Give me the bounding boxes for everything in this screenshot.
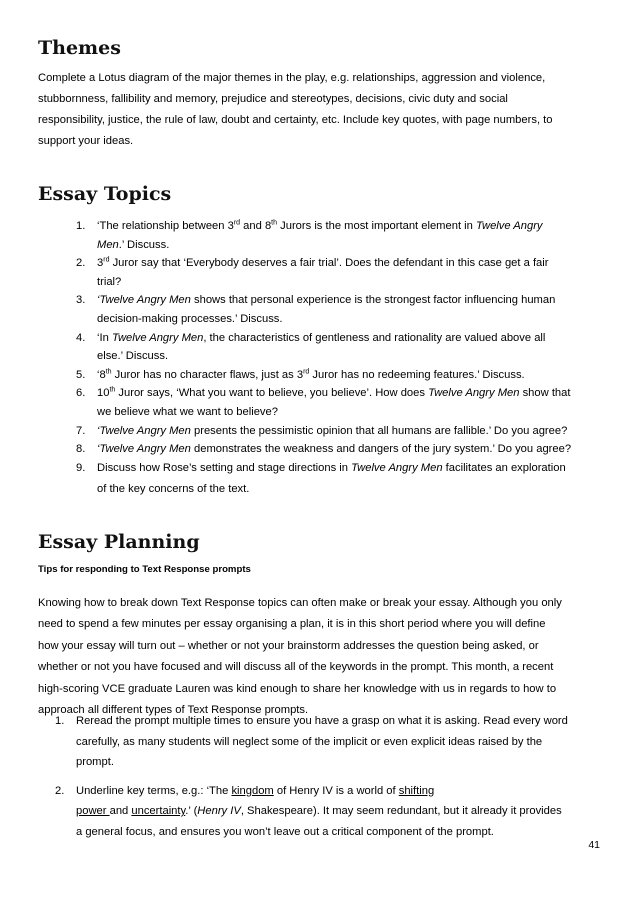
list-item: 3. ‘Twelve Angry Men shows that personal experience is the strongest factor influencing human decision-making processes.’ Discuss. [76, 291, 616, 328]
list-number: 9. [76, 461, 86, 474]
list-item: 2. 3rd Juror say that ‘Everybody deserves a fair trial’. Does the defendant in this case get a fair trial? [76, 254, 616, 291]
page-number: 41 [588, 839, 600, 851]
text-line: stubbornness, fallibility and memory, prejudice and stereotypes, decisions, civic duty and social [38, 93, 508, 105]
list-number: 8. [76, 443, 86, 456]
text-line: Complete a Lotus diagram of the major themes in the play, e.g. relationships, aggression and violence, [38, 72, 546, 84]
list-number: 4. [76, 331, 86, 344]
list-item: 4. ‘In Twelve Angry Men, the characteristics of gentleness and rationality are valued above all else.’ Discuss. [76, 329, 616, 366]
text-line: support your ideas. [38, 135, 134, 147]
themes-paragraph [38, 68, 610, 152]
list-item: 2. Underline key terms, e.g.: ‘The kingdom of Henry IV is a world of shifting power and uncertainty.’ (Henry IV, Shakespeare). It may seem redundant, but it already it provides a general focus, and ensures you won’t leave out a critical component of the prompt. [55, 781, 615, 843]
list-number: 3. [76, 294, 86, 307]
essay-planning-paragraph [38, 593, 610, 721]
list-item: 1. ‘The relationship between 3rd and 8th Jurors is the most important element in Twelve Angry Men.’ Discuss. [76, 217, 616, 254]
list-item: 5. ‘8th Juror has no character flaws, just as 3rd Juror has no redeeming features.’ Discuss. [76, 366, 616, 385]
list-number: 2. [76, 257, 86, 270]
list-number: 1. [76, 220, 86, 232]
list-item: 6. 10th Juror says, ‘What you want to believe, you believe’. How does Twelve Angry Men show that we believe what we want to believe? [76, 384, 616, 421]
list-number: 7. [76, 424, 86, 437]
essay-planning-subheading: Tips for responding to Text Response prompts [38, 564, 251, 575]
text-line: responsibility, justice, the rule of law, doubt and certainty, etc. Include key quotes, with page numbers, to [38, 114, 553, 126]
list-number: 6. [76, 387, 86, 400]
list-item: 7. ‘Twelve Angry Men presents the pessimistic opinion that all humans are fallible.’ Do you agree? [76, 422, 616, 441]
essay-planning-tips-list [55, 711, 615, 842]
text-line: need to spend a few minutes per essay organising a plan, it is in this short period where you will define [38, 618, 546, 631]
list-number: 2. [55, 784, 65, 797]
list-item: 9. Discuss how Rose’s setting and stage directions in Twelve Angry Men facilitates an exploration of the key concerns of the text. [76, 459, 616, 499]
text-line: Knowing how to break down Text Response topics can often make or break your essay. Although you only [38, 597, 562, 609]
essay-topics-heading: Essay Topics [38, 183, 172, 205]
essay-planning-heading: Essay Planning [38, 531, 200, 553]
list-item: 1. Reread the prompt multiple times to ensure you have a grasp on what it is asking. Read every word carefully, as many students will neglect some of the implicit or even explicit ideas raised by the prompt. [55, 711, 615, 773]
list-number: 5. [76, 368, 86, 381]
text-line: high-scoring VCE graduate Lauren was kind enough to share her knowledge with us in regards to how to [38, 682, 557, 695]
text-line: how your essay will turn out – whether or not your brainstorm addresses the question being asked, or [38, 639, 539, 652]
text-line: whether or not you have focused and will discuss all of the keywords in the prompt. This month, a recent [38, 661, 554, 674]
essay-topics-list [76, 217, 616, 499]
list-item: 8. ‘Twelve Angry Men demonstrates the weakness and dangers of the jury system.’ Do you agree? [76, 440, 616, 459]
text-line: approach all different types of Text Response prompts. [38, 704, 309, 717]
list-number: 1. [55, 715, 65, 727]
themes-heading: Themes [38, 37, 121, 59]
